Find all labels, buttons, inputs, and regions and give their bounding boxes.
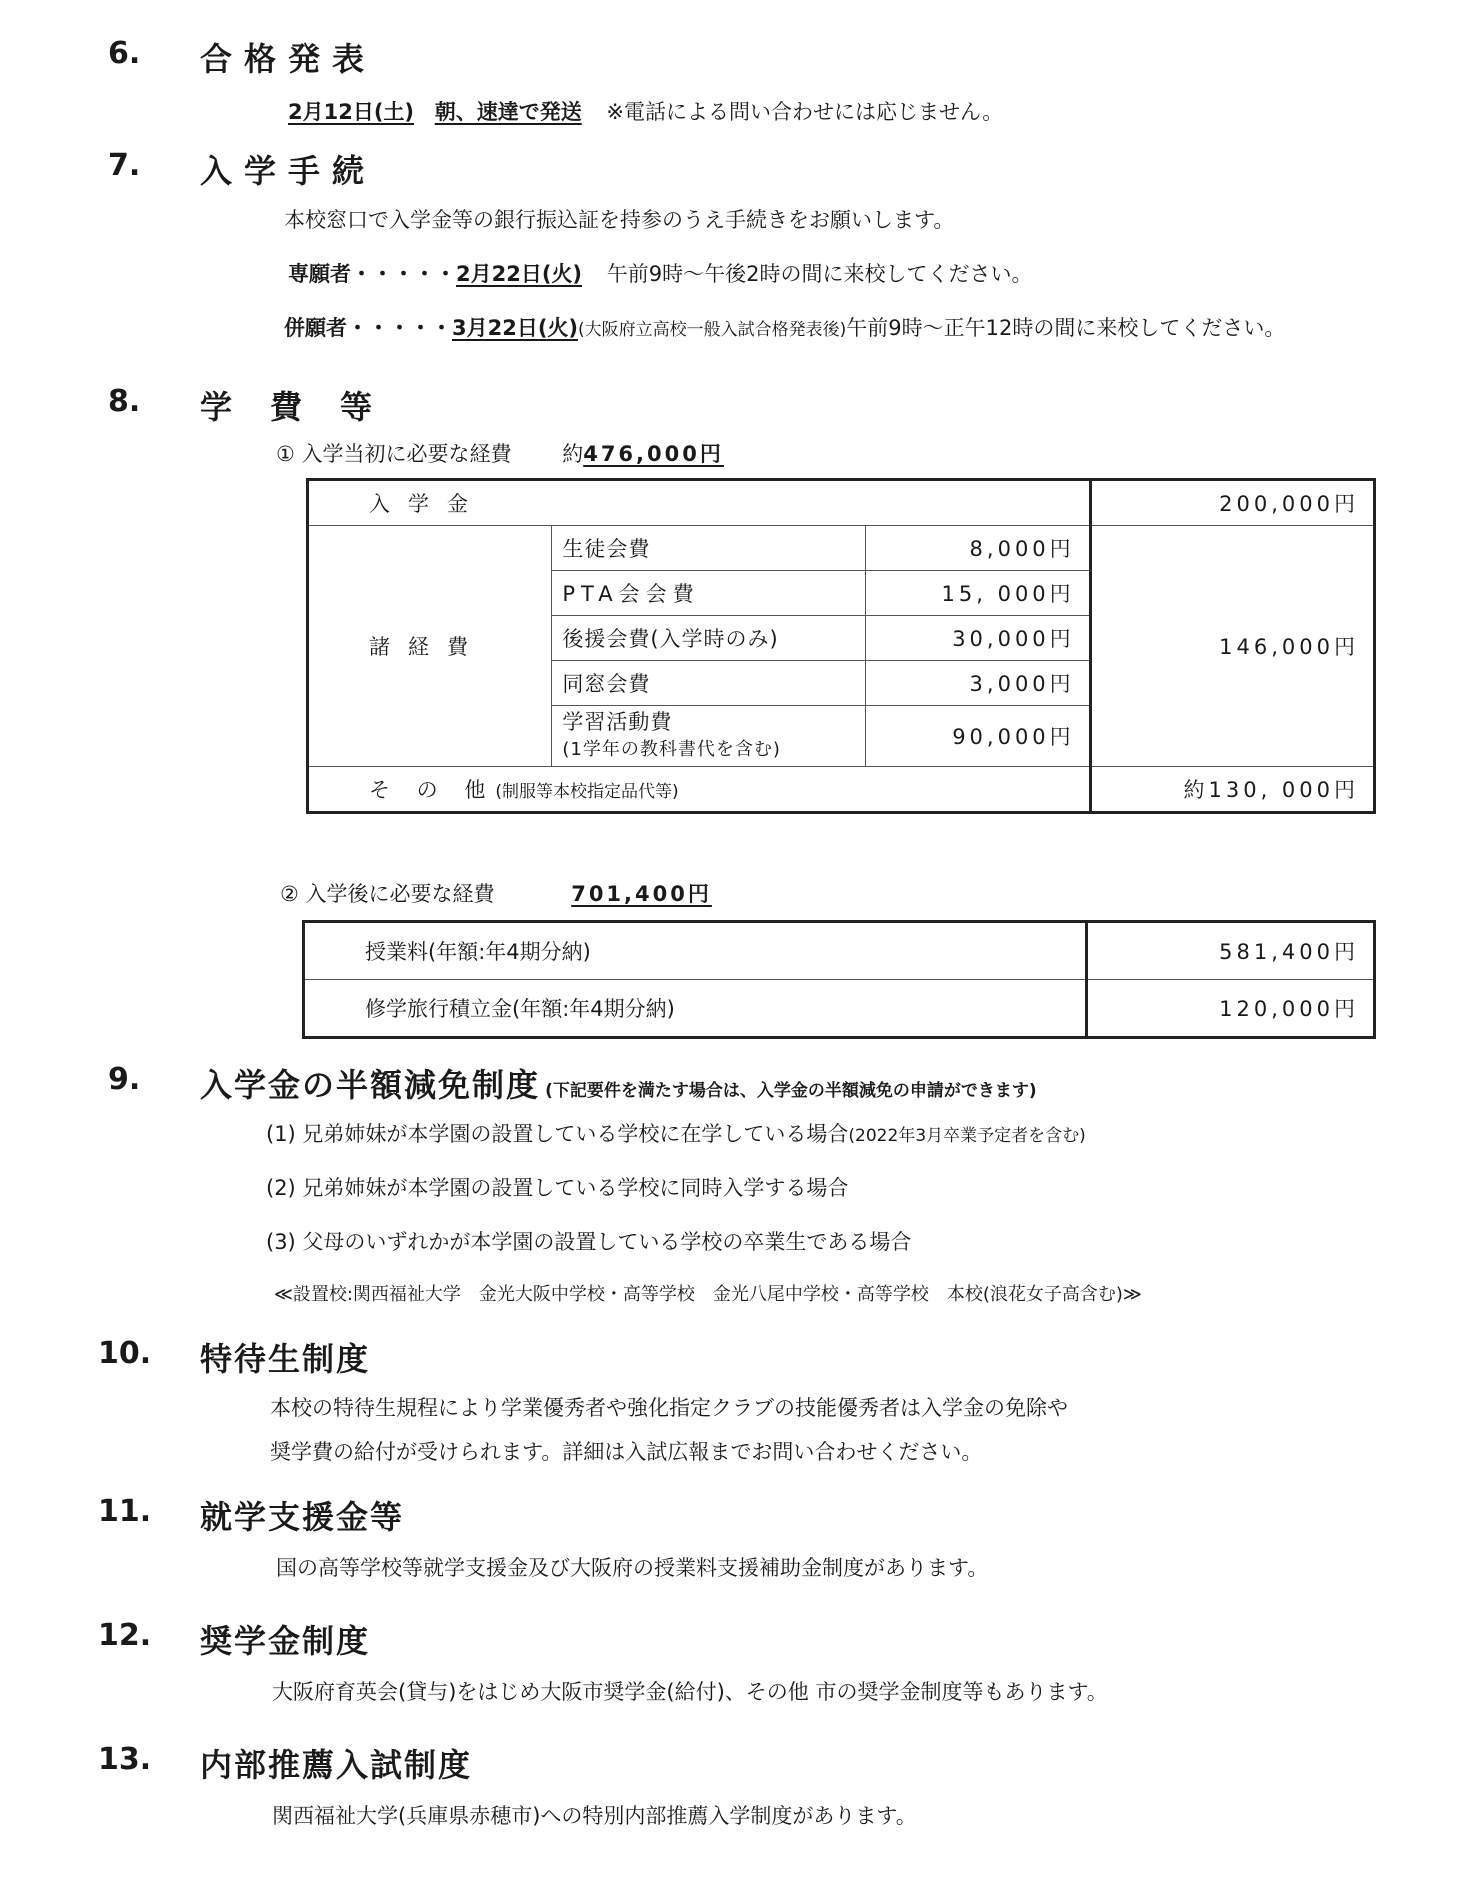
section-12-number: 12. bbox=[98, 1618, 152, 1653]
school-trip-amount: 120,000円 bbox=[1087, 980, 1375, 1038]
misc-item-amount: 3,000円 bbox=[866, 661, 1091, 706]
other-costs-amount: 約130, 000円 bbox=[1090, 767, 1374, 813]
table-row bbox=[304, 922, 1375, 980]
section-6-title: 合格発表 bbox=[200, 40, 377, 78]
initial-costs-label: ① 入学当初に必要な経費 bbox=[276, 442, 512, 466]
heigan-note: (大阪府立高校一般入試合格発表後) bbox=[578, 320, 847, 340]
senkan-time: 午前9時～午後2時の間に来校してください。 bbox=[606, 262, 1033, 286]
list-item: (3) 父母のいずれかが本学園の設置している学校の卒業生である場合 bbox=[266, 1230, 912, 1254]
other-costs-cell bbox=[308, 767, 1091, 813]
misc-item-note: (1学年の教科書代を含む) bbox=[562, 739, 781, 760]
section-11-title: 就学支援金等 bbox=[200, 1498, 405, 1536]
senkan-schedule bbox=[288, 258, 1032, 288]
misc-item-name: PTA会会費 bbox=[552, 571, 866, 616]
initial-costs-heading bbox=[276, 438, 724, 468]
section-6-body bbox=[288, 96, 1003, 126]
post-entrance-costs-label: ② 入学後に必要な経費 bbox=[280, 882, 495, 906]
senkan-date: 2月22日(火) bbox=[456, 262, 583, 286]
section-9-number: 9. bbox=[108, 1062, 141, 1097]
section-12-line-1: 大阪府育英会(貸与)をはじめ大阪市奨学金(給付)、その他 市の奨学金制度等もあります。 bbox=[272, 1680, 1108, 1704]
heigan-time: 午前9時～正午12時の間に来校してください。 bbox=[846, 316, 1286, 340]
section-7-title: 入学手続 bbox=[200, 152, 377, 190]
heigan-schedule bbox=[284, 312, 1285, 342]
tuition-amount: 581,400円 bbox=[1087, 922, 1375, 980]
initial-costs-table bbox=[306, 478, 1376, 814]
section-8-title: 学費等 bbox=[200, 388, 411, 426]
misc-item-name: 後援会費(入学時のみ) bbox=[552, 616, 866, 661]
waiver-condition-1-note: (2022年3月卒業予定者を含む) bbox=[848, 1126, 1086, 1146]
table-row bbox=[308, 526, 1375, 571]
misc-item-name-cell bbox=[552, 706, 866, 767]
section-11-number: 11. bbox=[98, 1494, 152, 1529]
initial-costs-amount: 476,000円 bbox=[583, 442, 724, 466]
table-row bbox=[308, 767, 1375, 813]
misc-item-name: 学習活動費 bbox=[562, 710, 673, 734]
section-13-title: 内部推薦入試制度 bbox=[200, 1746, 473, 1784]
entrance-fee-amount: 200,000円 bbox=[1090, 480, 1374, 526]
initial-costs-prefix: 約 bbox=[562, 442, 584, 466]
section-6-number: 6. bbox=[108, 36, 141, 71]
section-13-number: 13. bbox=[98, 1742, 152, 1777]
misc-costs-label: 諸経費 bbox=[308, 526, 552, 767]
post-entrance-costs-heading bbox=[280, 878, 712, 908]
section-13-line-1: 関西福祉大学(兵庫県赤穂市)への特別内部推薦入学制度があります。 bbox=[272, 1804, 917, 1828]
misc-costs-total: 146,000円 bbox=[1090, 526, 1374, 767]
phone-inquiry-note: ※電話による問い合わせには応じません。 bbox=[606, 100, 1004, 124]
section-9-note: (下記要件を満たす場合は、入学金の半額減免の申請ができます) bbox=[545, 1081, 1037, 1101]
table-row bbox=[304, 980, 1375, 1038]
school-trip-label: 修学旅行積立金(年額:年4期分納) bbox=[304, 980, 1087, 1038]
section-9-title: 入学金の半額減免制度 bbox=[200, 1066, 541, 1104]
tuition-label: 授業料(年額:年4期分納) bbox=[304, 922, 1087, 980]
list-item: (2) 兄弟姉妹が本学園の設置している学校に同時入学する場合 bbox=[266, 1176, 849, 1200]
heigan-label: 併願者・・・・・ bbox=[284, 316, 452, 340]
announcement-method: 朝、速達で発送 bbox=[434, 100, 582, 124]
misc-item-amount: 15, 000円 bbox=[866, 571, 1091, 616]
post-entrance-costs-amount: 701,400円 bbox=[571, 882, 712, 906]
section-12-title: 奨学金制度 bbox=[200, 1622, 371, 1660]
section-10-line-2: 奨学費の給付が受けられます。詳細は入試広報までお問い合わせください。 bbox=[270, 1440, 983, 1464]
other-costs-label: そ の 他 bbox=[369, 778, 496, 802]
misc-item-name: 生徒会費 bbox=[552, 526, 866, 571]
misc-item-amount: 90,000円 bbox=[866, 706, 1091, 767]
table-row bbox=[308, 480, 1375, 526]
section-7-number: 7. bbox=[108, 148, 141, 183]
misc-item-amount: 30,000円 bbox=[866, 616, 1091, 661]
waiver-condition-1: (1) 兄弟姉妹が本学園の設置している学校に在学している場合 bbox=[266, 1122, 849, 1146]
section-9-heading bbox=[200, 1060, 1037, 1106]
section-7-intro: 本校窓口で入学金等の銀行振込証を持参のうえ手続きをお願いします。 bbox=[284, 208, 955, 232]
section-11-line-1: 国の高等学校等就学支援金及び大阪府の授業料支援補助金制度があります。 bbox=[276, 1556, 989, 1580]
section-10-number: 10. bbox=[98, 1336, 152, 1371]
list-item bbox=[266, 1118, 1086, 1148]
section-8-number: 8. bbox=[108, 384, 141, 419]
heigan-date: 3月22日(火) bbox=[452, 316, 579, 340]
misc-item-amount: 8,000円 bbox=[866, 526, 1091, 571]
misc-item-name: 同窓会費 bbox=[552, 661, 866, 706]
entrance-fee-label: 入学金 bbox=[308, 480, 1091, 526]
announcement-date: 2月12日(土) bbox=[288, 100, 415, 124]
schools-list: ≪設置校:関西福祉大学 金光大阪中学校・高等学校 金光八尾中学校・高等学校 本校(浪花女子高含む)≫ bbox=[274, 1284, 1142, 1305]
senkan-label: 専願者・・・・・ bbox=[288, 262, 456, 286]
section-10-title: 特待生制度 bbox=[200, 1340, 371, 1378]
post-entrance-costs-table bbox=[302, 920, 1376, 1039]
other-costs-note: (制服等本校指定品代等) bbox=[495, 782, 679, 802]
section-10-line-1: 本校の特待生規程により学業優秀者や強化指定クラブの技能優秀者は入学金の免除や bbox=[270, 1396, 1068, 1420]
